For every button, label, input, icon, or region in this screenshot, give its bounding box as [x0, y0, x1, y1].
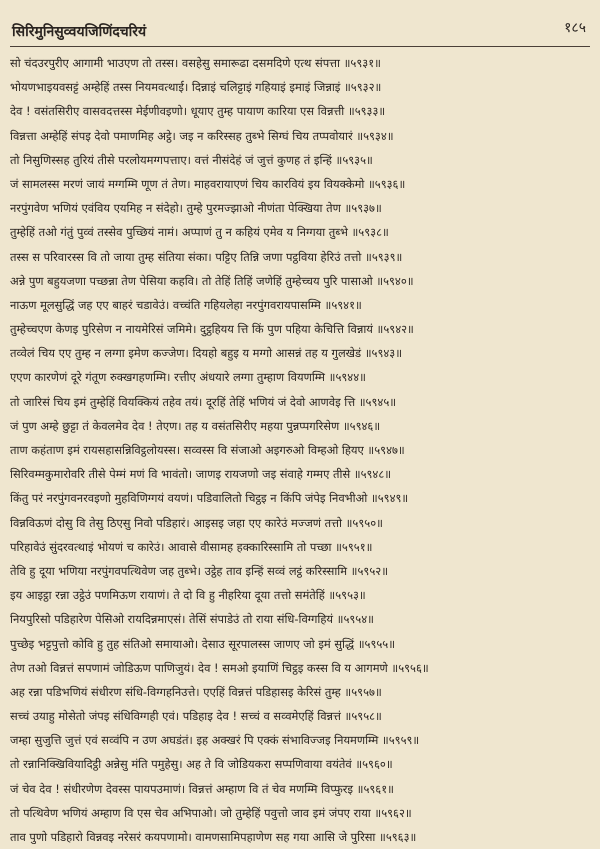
- verse-line: तो निसुणिस्सह तुरियं तीसे परलोयमग्गपत्ताए। वत्तं नीसंदेहं जं जुत्तं कुणह तं इन्हिं ॥५९३५॥: [10, 152, 373, 167]
- verse-line: ताव पुणो पडिहारो विन्नवइ नरेसरं कयपणामो। वामणसामिपहाणेण सह गया आसि जे पुरिसा ॥५९६३॥: [10, 830, 417, 844]
- verse-line: नाऊण मूलसुद्धिं जह एए बाहरं चडावेउं। वच्चंति गहियलेहा नरपुंगवरायपासम्मि ॥५९४१॥: [10, 297, 362, 312]
- verse-line: नरपुंगवेण भणियं एवंविय एयमिह न संदेहो। तुम्हे पुरमज्झाओ नीणंता पेक्खिया तेण ॥५९३७॥: [10, 201, 382, 216]
- verse-line: सच्चं उयाहु मोसेतो जंपइ संधिविग्गही एवं। पडिहाइ देव ! सच्चं व सव्वमेएहिं विन्नत्तं ॥५९५८॥: [10, 709, 382, 724]
- verse-line: भोयणभाइयवसट्टं अम्हेहिं तस्स नियमवत्थाई। दिन्नाइं चलिट्टाइं गहियाइं इमाइं जिन्नाइं ॥५९३२॥: [10, 80, 382, 95]
- verse-line: अन्ने पुण बहुयजणा पच्छन्ना तेण पेसिया कहवि। तो तेहिं तिहिं जणेहिं तुम्हेच्चय पुरि पासाओ ॥५९४०॥: [10, 273, 414, 288]
- verse-line: अह रन्ना पडिभणियं संधीरण संधि-विग्गहनिउत्ते। एएहिं विन्नत्तं पडिहासइ केरिसं तुम्ह ॥५९५७॥: [10, 684, 382, 699]
- verse-line: किंतु परं नरपुंगवनरवइणो मुहविणिग्गयं वयणं। पडिवालितो चिट्ठइ न किंपि जंपेइ निवभीओ ॥५९४९॥: [10, 491, 409, 506]
- verse-line: नियपुरिसो पडिहारेण पेसिओ रायदिन्नमाएसं। तेसिं संपाडेउं तो राया संधि-विग्गहियं ॥५९५४॥: [10, 612, 374, 627]
- verse-line: सिरिवम्मकुमारोवरि तीसे पेम्मं मणं वि भावंतो। जाणइ रायजणो जइ संवाहे गम्मए तीसे ॥५९४८॥: [10, 467, 392, 482]
- verse-line: पुच्छेइ भट्टपुत्तो कोवि हु तुह संतिओ समायाओ। देसाउ सूरपालस्स जाणए जो इमं सुद्धिं ॥५९५५॥: [10, 636, 396, 651]
- verse-line: जं पुण अम्हे छुट्टा तं केवलमेव देव ! तेएण। तह य वसंतसिरीए महया पुन्नप्पगरिसेण ॥५९४६॥: [10, 418, 381, 433]
- verse-line: सो चंदउरपुरीए आगामी भाउएण तो तस्स। वसहेसु समारूढा दसमदिणे एत्थ संपत्ता ॥५९३१॥: [10, 56, 381, 70]
- verse-line: देव ! वसंतसिरीए वासवदत्तस्स मेईणीवइणो। धूयाए तुम्ह पायाण कारिया एस विन्नत्ती ॥५९३३॥: [10, 104, 386, 119]
- verse-line: तेवि हु दूया भणिया नरपुंगवपत्थिवेण जह तुब्भे। उट्ठेह ताव इन्हिं सव्वं लट्ठं करिस्सामि ॥५९५२॥: [10, 563, 389, 578]
- verse-line: इय आइट्ठा रन्ना उट्ठेउं पणमिऊण रायाणं। ते दो वि हु नीहरिया दूया तत्तो समंतेहिं ॥५९५३॥: [10, 588, 366, 603]
- verse-line: ताण कहंताण इमं रायसहासन्निविट्ठलोयस्स। सव्वस्स वि संजाओ अइगरुओ विम्हओ हियए ॥५९४७॥: [10, 443, 405, 457]
- verse-line: एएण कारणेणं दूरे गंतूण रुक्खगहणम्मि। रत्तीए अंधयारे लग्गा तुम्हाण वियणम्मि ॥५९४४॥: [10, 370, 366, 385]
- page-header: [0, 0, 600, 52]
- verse-line: तुम्हेच्चएण केणइ पुरिसेण न नायमेरिसं जमिमे। दुट्ठहियय त्ति किं पुण पहिया केचित्ति विन्नायं ॥५९४२॥: [10, 322, 414, 337]
- verse-line: विन्नत्ता अम्हेहिं संपइ देवो पमाणमिह अट्ठे। जइ न करिस्सह तुब्भे सिग्घं चिय तप्पवोयारं ॥५९३४॥: [10, 128, 394, 143]
- verse-line: तुम्हेहिं तओ गंतुं पुव्वं तस्सेव पुच्छियं नामं। अप्पाणं तु न कहियं एमेव य निग्गया तुब्भे ॥५९३८॥: [10, 225, 389, 240]
- verse-line: परिहावेउं सुंदरवत्थाइं भोयणं च कारेउं। आवासे वीसामह हक्कारिस्सामि तो पच्छा ॥५९५१॥: [10, 539, 373, 554]
- verse-text-block: [10, 51, 592, 849]
- verse-line: तो रन्नानिक्खिवियादिट्ठी अन्नेसु मंति पमुहेसु। अह ते वि जोडियकरा सप्पणिवाया वयंतेवं ॥५९६०॥: [10, 757, 393, 772]
- verse-line: तस्स स परिवारस्स वि तो जाया तुम्ह संतिया संका। पट्टिए तिन्नि जणा पट्ठविया हेरिउं तत्तो ॥५९३९॥: [10, 249, 403, 264]
- verse-line: जं चेव देव ! संधीरणेण देवस्स पायपउमाणं। विन्नत्तं अम्हाण वि तं चेव मणम्मि विप्फुरइ ॥५९६१॥: [10, 781, 394, 796]
- verse-line: तेण तओ विन्नत्तं सपणामं जोडिऊण पाणिजुयं। देव ! समओ इयाणिं चिट्ठइ कस्स वि य आगमणे ॥५९५६॥: [10, 660, 429, 675]
- running-title: सिरिमुनिसुव्वयजिणिंदचरियं: [12, 24, 147, 40]
- verse-line: विन्नविऊणं दोसु वि तेसु ठिएसु निवो पडिहारं। आइसइ जहा एए कारेउं मज्जणं तत्तो ॥५९५०॥: [10, 515, 383, 530]
- verse-line: तव्वेलं चिय एए तुम्ह न लग्गा इमेण कज्जेण। दियहो बहुइ य मग्गो आसन्नं तह य गुलखेडं ॥५९४३॥: [10, 346, 403, 361]
- header-rule: [10, 46, 590, 47]
- verse-line: जं सामलस्स मरणं जायं मग्गम्मि णूण तं तेण। माहवरायाएणं चिय कारवियं इय वियक्केमो ॥५९३६॥: [10, 176, 406, 191]
- verse-line: तो जारिसं चिय इमं तुम्हेहिं वियक्कियं तहेव तयं। दूरहिं तेहिं भणियं जं देवो आणवेइ त्ति ॥५९४५॥: [10, 394, 397, 409]
- verse-line: तो पत्थिवेण भणियं अम्हाण वि एस चेव अभिपाओ। जो तुम्हेहिं पवुत्तो जाव इमं जंपए राया ॥५९६२॥: [10, 805, 412, 820]
- verse-line: जम्हा सुजुत्ति जुत्तं एवं सव्वंपि न उण अघडंतं। इह अक्खरं पि एक्कं संभाविज्जइ नियमणम्मि ॥५९५९॥: [10, 733, 420, 748]
- page-number: १८५: [564, 20, 586, 36]
